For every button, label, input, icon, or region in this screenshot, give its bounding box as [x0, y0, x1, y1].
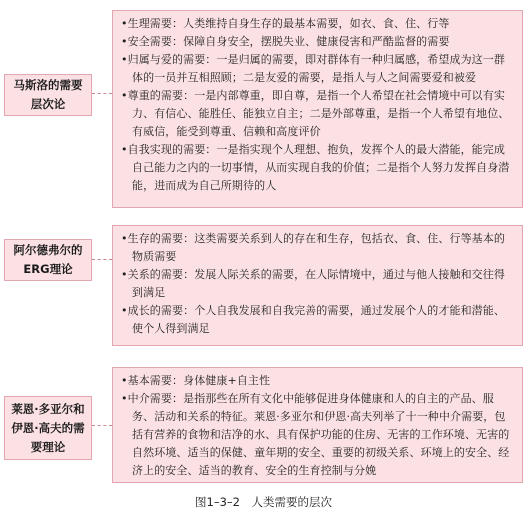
connector-line	[92, 259, 112, 260]
doyal-gough-title-box	[4, 396, 92, 460]
list-item: •生存的需要：这类需要关系到人的存在和生存，包括衣、食、住、行等基本的物质需要	[121, 232, 505, 263]
list-item: •归属与爱的需要：一是归属的需要，即对群体有一种归属感，希望成为这一群体的一员并互相照顾；二是友爱的需要，是指人与人之间需要爱和被爱	[121, 53, 505, 84]
list-item: •安全需要：保障自身安全，摆脱失业、健康侵害和严酷监督的需要	[121, 35, 450, 48]
section-title: 马斯洛的需要层次论	[13, 78, 83, 111]
section-title: 莱恩·多亚尔和伊恩·高夫的需要理论	[11, 401, 85, 454]
list-item: •中介需要：是指那些在所有文化中能够促进身体健康和人的自主的产品、服务、活动和关系的特征。莱恩·多亚尔和伊恩·高夫列举了十一种中介需要，包括有营养的食物和洁净的水、具有保护功能的住房、无害的工作环境、无害的自然环境、适当的保健、童年期的安全、重要的初级关系、环境上的安全、经济上的安全、适当的教育、安全的生育控制与分娩	[121, 392, 510, 477]
erg-title-box	[4, 239, 92, 281]
list-item: •基本需要：身体健康+自主性	[121, 374, 271, 387]
list-item: •自我实现的需要：一是指实现个人理想、抱负，发挥个人的最大潜能，能完成自己能力之内的一切事情，从而实现自我的价值；二是指个人努力发挥自身潜能，进而成为自己所期待的人	[121, 143, 510, 192]
section-title: 阿尔德弗尔的ERG理论	[13, 243, 83, 276]
list-item: •关系的需要：发展人际关系的需要，在人际情境中，通过与他人接触和交往得到满足	[121, 268, 505, 299]
connector-line	[92, 425, 112, 426]
erg-content-box	[112, 225, 523, 346]
connector-line	[92, 93, 112, 94]
doyal-gough-content-box	[112, 367, 523, 483]
maslow-content-box	[112, 10, 523, 208]
figure-caption: 图1–3–2 人类需要的层次	[195, 495, 332, 509]
list-item: •成长的需要：个人自我发展和自我完善的需要，通过发展个人的才能和潜能、使个人得到满足	[121, 304, 505, 335]
list-item: •尊重的需要：一是内部尊重，即自尊，是指一个人希望在社会情境中可以有实力、有信心、能胜任、能独立自主；二是外部尊重，是指一个人希望有地位、有威信，能受到尊重、信赖和高度评价	[121, 89, 510, 138]
list-item: •生理需要：人类维持自身生存的最基本需要，如衣、食、住、行等	[121, 17, 450, 30]
maslow-title-box	[4, 74, 92, 116]
